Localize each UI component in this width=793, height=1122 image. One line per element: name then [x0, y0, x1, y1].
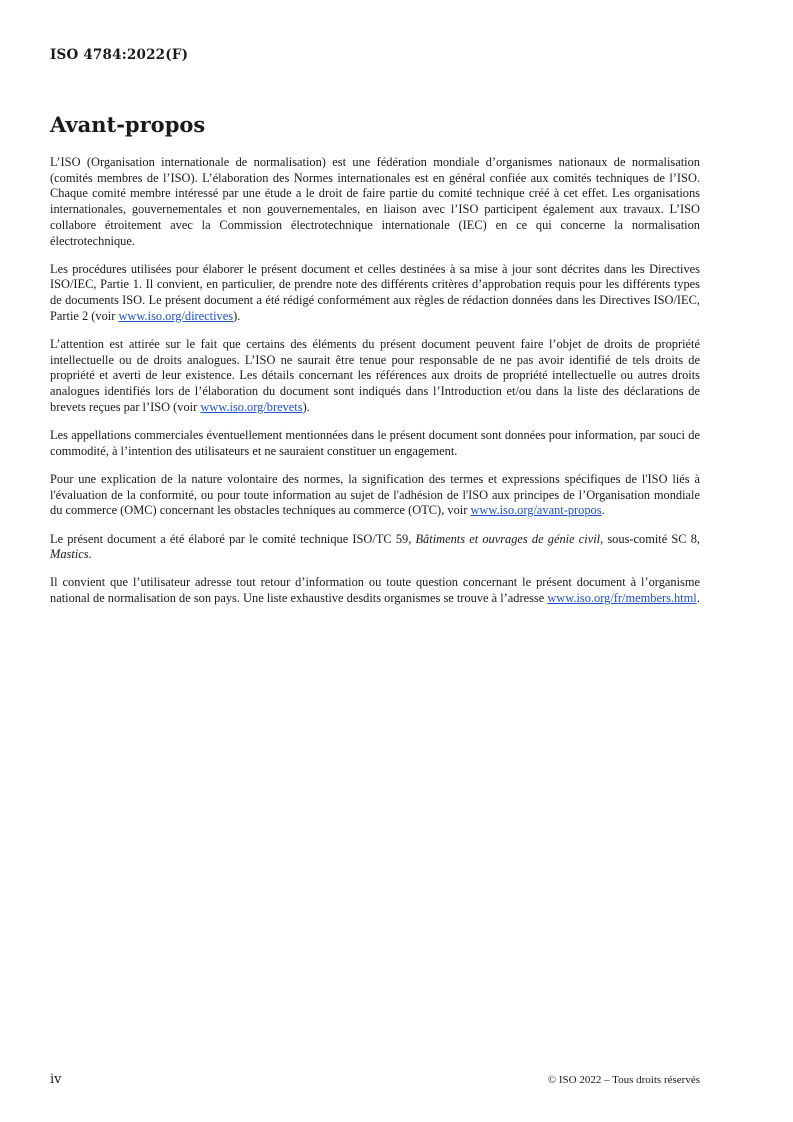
paragraph-committee-text: Le présent document a été élaboré par le comité technique ISO/TC 59,	[50, 531, 416, 546]
paragraph-committee	[50, 532, 700, 563]
paragraph-procedures	[50, 262, 700, 325]
copyright-notice: © ISO 2022 – Tous droits réservés	[547, 1074, 700, 1086]
paragraph-procedures-end: ).	[233, 308, 241, 323]
paragraph-voluntary-text: Pour une explication de la nature volontaire des normes, la signification des termes et expressions spécifiques de l'ISO liés à l'évaluation de la conformité, ou pour toute information au sujet de l'adhésion de l'ISO aux principes de l’Organisation mondiale du commerce (OMC) concernant les obstacles techniques au commerce (OTC), voir	[50, 471, 700, 518]
paragraph-trade-names: Les appellations commerciales éventuellement mentionnées dans le présent document sont données pour information, par souci de commodité, à l’intention des utilisateurs et ne sauraient constituer un engagement.	[50, 428, 700, 458]
paragraph-procedures-text: Les procédures utilisées pour élaborer le présent document et celles destinées à sa mise à jour sont décrites dans les Directives ISO/IEC, Partie 1. Il convient, en particulier, de prendre note des différents critères d’approbation requis pour les différents types de documents ISO. Le présent document a été rédigé conformément aux règles de rédaction données dans les Directives ISO/IEC, Partie 2 (voir	[50, 261, 700, 323]
foreword-body	[50, 155, 700, 619]
paragraph-committee-end: .	[88, 547, 92, 562]
link-members[interactable]: www.iso.org/fr/members.html	[547, 591, 697, 606]
paragraph-feedback-text: Il convient que l’utilisateur adresse tout retour d’information ou toute question concernant le présent document à l’organisme national de normalisation de son pays. Une liste exhaustive desdits organismes se trouve à l’adresse	[50, 575, 700, 606]
link-brevets[interactable]: www.iso.org/brevets	[200, 399, 303, 414]
paragraph-committee-mid: , sous-comité SC 8,	[600, 531, 701, 546]
committee-title: Bâtiments et ouvrages de génie civil	[415, 531, 601, 546]
link-avant-propos[interactable]: www.iso.org/avant-propos	[470, 503, 602, 518]
document-id-header: ISO 4784:2022(F)	[50, 47, 189, 63]
paragraph-patents	[50, 337, 700, 416]
paragraph-patents-end: ).	[302, 399, 310, 414]
page-number: iv	[50, 1072, 62, 1087]
paragraph-feedback-end: .	[696, 591, 700, 606]
subcommittee-title: Mastics	[50, 547, 89, 562]
paragraph-voluntary-nature	[50, 472, 700, 519]
paragraph-voluntary-end: .	[601, 503, 605, 518]
page-title: Avant-propos	[50, 112, 206, 137]
paragraph-feedback	[50, 575, 700, 606]
paragraph-patents-text: L’attention est attirée sur le fait que certains des éléments du présent document peuvent faire l’objet de droits de propriété intellectuelle ou de droits analogues. L’ISO ne saurait être tenue pour responsable de ne pas avoir identifié de tels droits de propriété et averti de leur existence. Les détails concernant les références aux droits de propriété intellectuelle ou autres droits analogues identifiés lors de l’élaboration du document sont indiqués dans l’Introduction et/ou dans la liste des déclarations de brevets reçues par l’ISO (voir	[50, 337, 700, 414]
paragraph-iso-intro: L’ISO (Organisation internationale de normalisation) est une fédération mondiale d’organismes nationaux de normalisation (comités membres de l’ISO). L’élaboration des Normes internationales est en général confiée aux comités techniques de l’ISO. Chaque comité membre intéressé par une étude a le droit de faire partie du comité technique créé à cet effet. Les organisations internationales, gouvernementales et non gouvernementales, en liaison avec l’ISO participent également aux travaux. L’ISO collabore étroitement avec la Commission électrotechnique internationale (IEC) en ce qui concerne la normalisation électrotechnique.	[50, 155, 700, 248]
link-directives[interactable]: www.iso.org/directives	[118, 308, 234, 323]
